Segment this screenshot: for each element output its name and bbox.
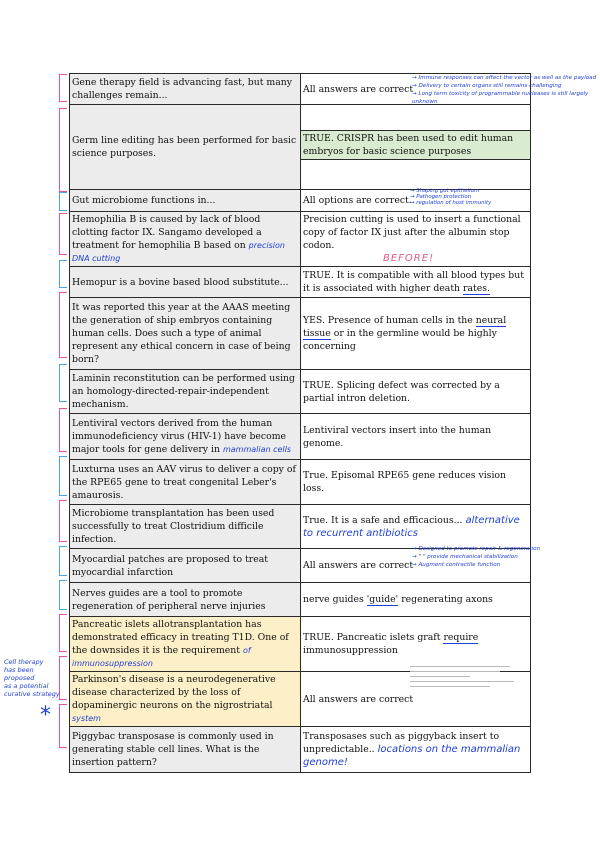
handwritten-note: alternative to recurrent antibiotics	[303, 514, 520, 539]
handwritten-note: → Immune responses can affect the vector as well as the payload → Delivery to certain organs still remains challenging → Long term toxicity of programmable nucleases is still largely unknown	[412, 75, 597, 105]
question-cell: Germ line editing has been performed for basic science purposes.	[70, 105, 301, 190]
bracket-mark	[59, 580, 67, 610]
underlined-text: require	[443, 632, 479, 643]
bracket-mark	[59, 108, 67, 192]
table-row	[70, 298, 531, 370]
underlined-text: 'guide'	[366, 594, 399, 605]
question-cell: Myocardial patches are proposed to treat myocardial infarction	[70, 549, 301, 583]
table-row	[70, 105, 531, 131]
bracket-mark	[59, 213, 67, 255]
bracket-mark	[59, 364, 67, 402]
faint-note-lines	[410, 662, 520, 691]
bracket-mark	[59, 74, 67, 102]
handwritten-note: BEFORE!	[383, 253, 435, 264]
question-cell: Gut microbiome functions in...	[70, 190, 301, 212]
blank-cell	[301, 160, 531, 190]
answer-cell: True. It is a safe and efficacious... alternative to recurrent antibiotics	[301, 505, 531, 549]
bracket-mark	[59, 292, 67, 358]
table-row	[70, 460, 531, 505]
handwritten-note: mammalian cells	[222, 445, 292, 454]
asterisk-mark: *	[40, 703, 51, 728]
bracket-mark	[59, 456, 67, 496]
question-cell: Nerves guides are a tool to promote regeneration of peripheral nerve injuries	[70, 583, 301, 617]
bracket-mark	[59, 260, 67, 288]
blank-cell	[301, 105, 531, 131]
table-row	[70, 583, 531, 617]
underlined-text: rates.	[463, 283, 490, 294]
bracket-mark	[59, 408, 67, 452]
question-cell: Microbiome transplantation has been used successfully to treat Clostridium difficile infection.	[70, 505, 301, 549]
handwritten-note: → Designed to promote repair & regeneration → " " provide mechanical stabilization → Augment contractile function	[412, 546, 541, 568]
question-cell: Laminin reconstitution can be performed using an homology-directed-repair-independent mechanism.	[70, 370, 301, 414]
bracket-mark	[59, 614, 67, 652]
question-cell: Luxturna uses an AAV virus to deliver a copy of the RPE65 gene to treat congenital Leber's amaurosis.	[70, 460, 301, 505]
handwritten-note: locations on the mammalian genome!	[303, 744, 521, 768]
answer-cell: TRUE. Splicing defect was corrected by a partial intron deletion.	[301, 370, 531, 414]
question-cell: Pancreatic islets allotransplantation has demonstrated efficacy in treating T1D. One of the downsides it is the requirement of immunosuppression	[70, 617, 301, 672]
question-cell: Hemophilia B is caused by lack of blood clotting factor IX. Sangamo developed a treatment for hemophilia B based on precision DNA cutting	[70, 212, 301, 267]
answer-cell: TRUE. It is compatible with all blood types but it is associated with higher death rates.	[301, 267, 531, 298]
bracket-mark	[59, 192, 67, 211]
handwritten-note: system	[72, 714, 101, 723]
question-cell: Gene therapy field is advancing fast, but many challenges remain...	[70, 74, 301, 105]
bracket-mark	[59, 704, 67, 748]
handwritten-note: → Shaping gut epithelium → Pathogen protection → regulation of host immunity	[410, 188, 492, 206]
question-cell: It was reported this year at the AAAS meeting the generation of ship embryos containing human cells. Does such a type of animal represent any ethical concern in case of being born?	[70, 298, 301, 370]
question-cell: Parkinson's disease is a neurodegenerative disease characterized by the loss of dopaminergic neurons on the nigrostriatal system	[70, 672, 301, 727]
answer-cell: YES. Presence of human cells in the neural tissue or in the germline would be highly concerning	[301, 298, 531, 370]
underlined-text: neural tissue	[303, 315, 507, 339]
margin-note: Cell therapy has been proposed as a potential curative strategy	[4, 658, 60, 698]
question-cell: Piggybac transposase is commonly used in generating stable cell lines. What is the insertion pattern?	[70, 727, 301, 773]
answer-cell: Precision cutting is used to insert a functional copy of factor IX just after the albumin stop codon. BEFORE!	[301, 212, 531, 267]
answer-cell: All answers are correct	[301, 74, 531, 105]
table-row	[70, 212, 531, 267]
handwritten-note: of immunosuppression	[72, 646, 251, 668]
answer-cell: All answers are correct	[301, 549, 531, 583]
table-row	[70, 505, 531, 549]
answer-cell: TRUE. Pancreatic islets graft require immunosuppression	[301, 617, 531, 672]
table-row	[70, 414, 531, 460]
answer-cell: Lentiviral vectors insert into the human genome.	[301, 414, 531, 460]
question-cell: Hemopur is a bovine based blood substitute...	[70, 267, 301, 298]
answer-cell: All options are correct.	[301, 190, 531, 212]
answer-cell: TRUE. CRISPR has been used to edit human embryos for basic science purposes	[301, 131, 531, 160]
answer-cell: All answers are correct	[301, 672, 531, 727]
question-cell: Lentiviral vectors derived from the human immunodeficiency virus (HIV-1) have become major tools for gene delivery in mammalian cells	[70, 414, 301, 460]
table-row	[70, 727, 531, 773]
bracket-mark	[59, 546, 67, 576]
table-row	[70, 370, 531, 414]
bracket-mark	[59, 500, 67, 542]
answer-cell: True. Episomal RPE65 gene reduces vision loss.	[301, 460, 531, 505]
table-row	[70, 267, 531, 298]
handwritten-note: precision DNA cutting	[72, 241, 285, 263]
answer-cell: nerve guides 'guide' regenerating axons	[301, 583, 531, 617]
answer-cell: Transposases such as piggyback insert to unpredictable.. locations on the mammalian genome!	[301, 727, 531, 773]
